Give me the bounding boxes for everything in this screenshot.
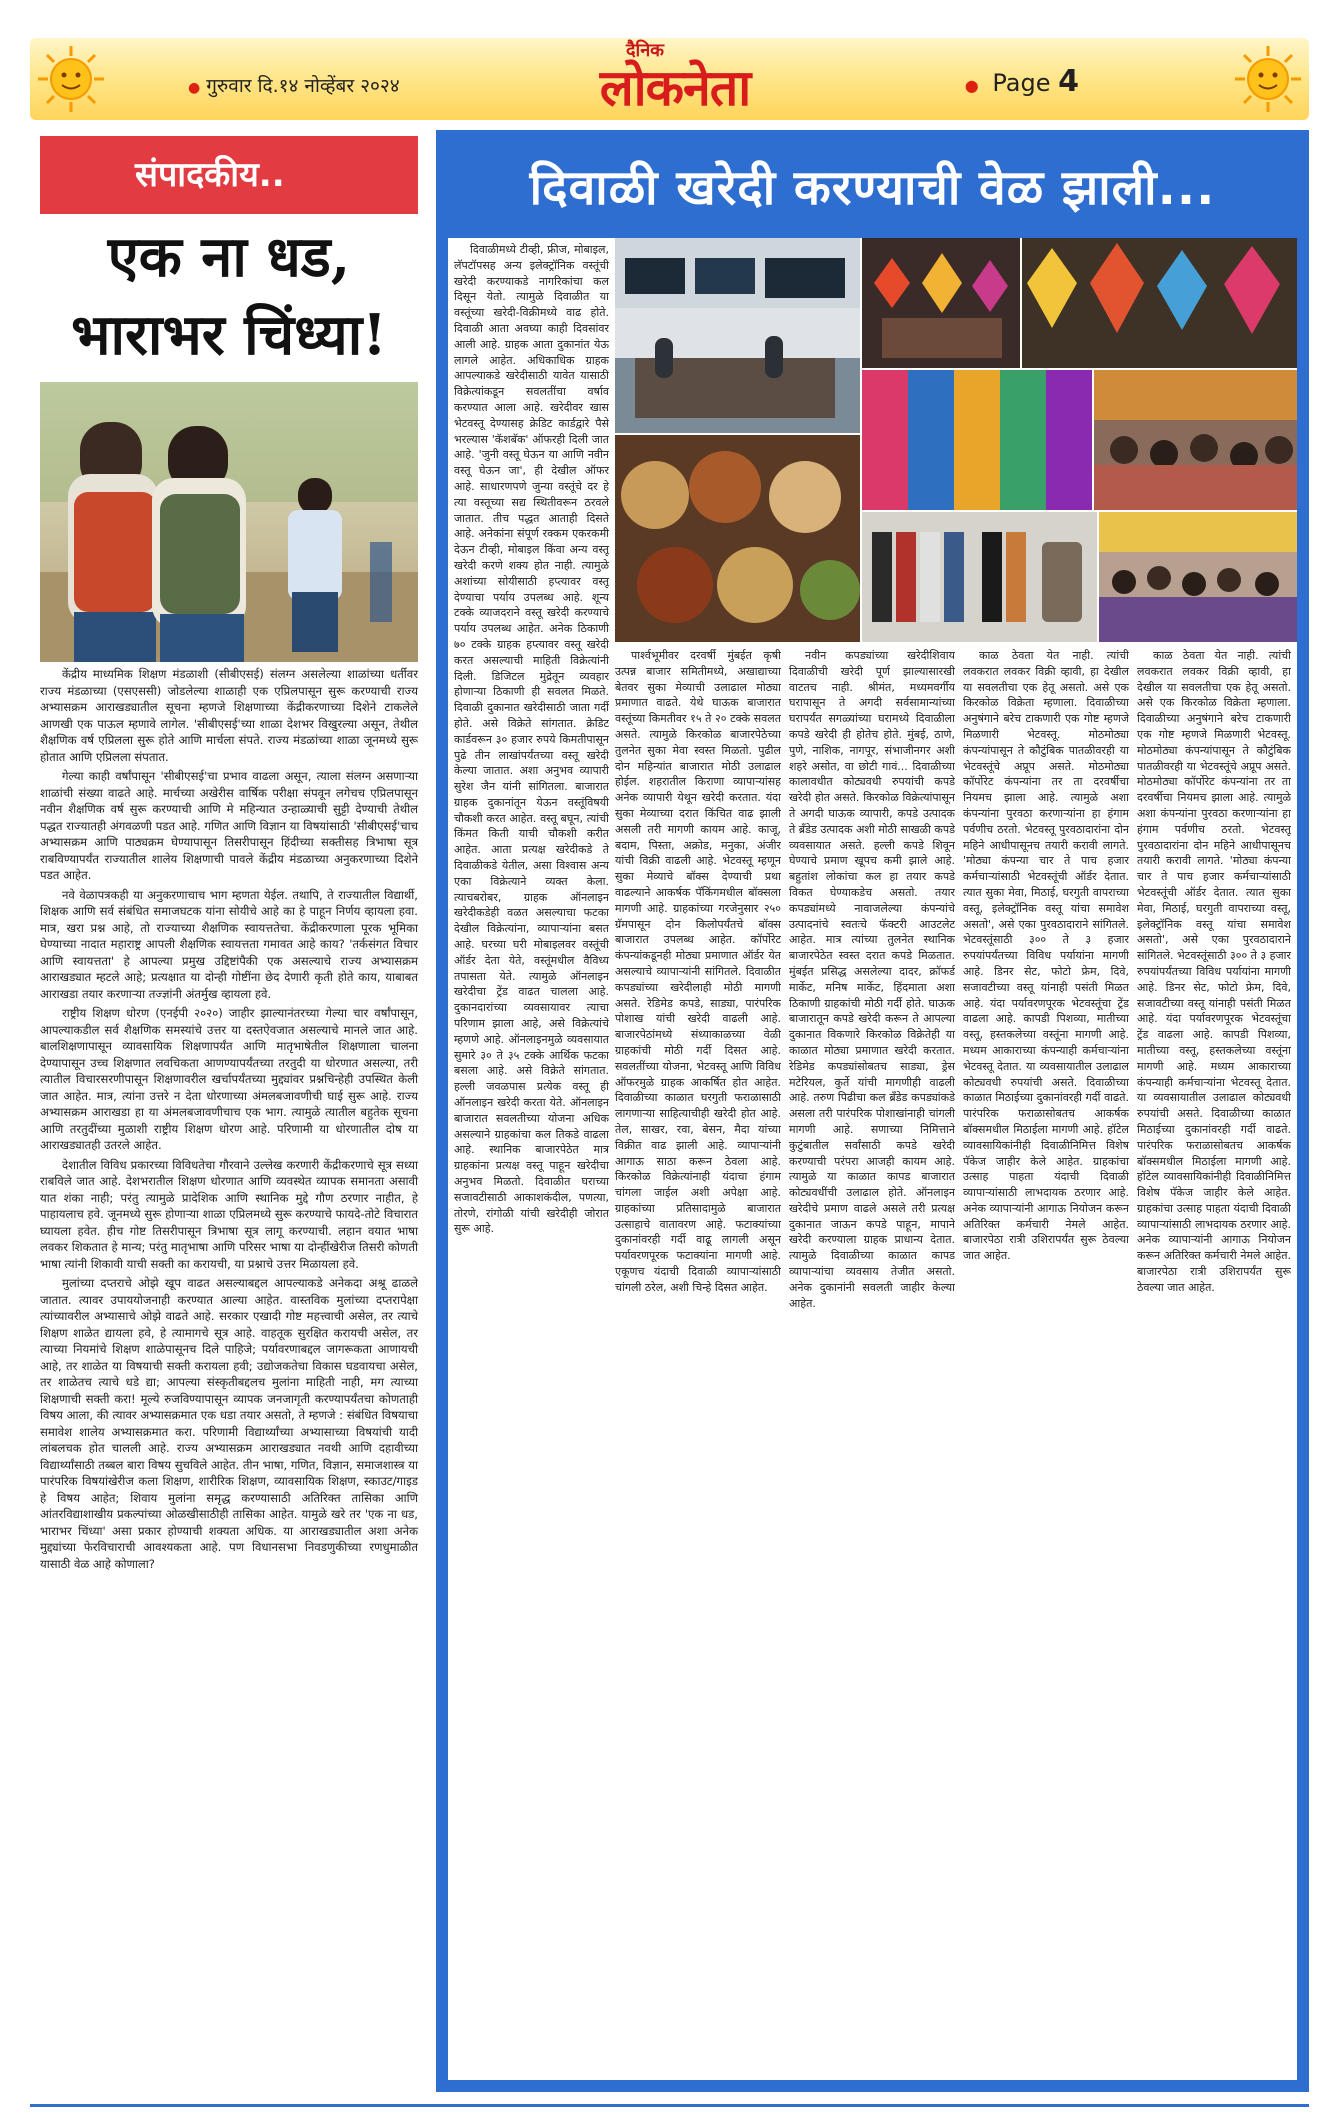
article-column [789,648,955,2072]
editorial-paragraph: केंद्रीय माध्यमिक शिक्षण मंडळाशी (सीबीएसई) संलग्न असलेल्या शाळांच्या धर्तीवर राज्य मंडळाच्या (एसएससी) जोडलेल्या शाळाही एक एप्रिलपासून सुरू करण्याची राज्य अभ्यासक्रम आराखड्यातील सूचना म्हणजे शिक्षणाच्या केंद्रीकरणाच्या दिशेने टाकलेले आणखी एक पाऊल म्हणावे लागेल. 'सीबीएसई'च्या शाळा देशभर विखुरल्या असून, तेथील शैक्षणिक वर्ष एप्रिलला सुरू होते आणि मार्चला संपते. राज्य मंडळांच्या शाळा जूनमध्ये सुरू होतात आणि एप्रिलला संपतात. [40,667,418,764]
editorial-column [40,136,418,2096]
editorial-paragraph: राष्ट्रीय शिक्षण धोरण (एनईपी २०२०) जाहीर झाल्यानंतरच्या गेल्या चार वर्षांपासून, आपल्याकडील सर्व शैक्षणिक समस्यांचे उत्तर या दस्तऐवजात असल्याचे मानले जात आहे. बालशिक्षणापासून व्यावसायिक शिक्षणापर्यंत आणि मातृभाषेतील शिक्षणाला चालना देण्यापासून उच्च शिक्षणात लवचिकता आणण्यापर्यंतच्या तरतुदी या धोरणात असल्या, तरी त्यातील विचारसरणीपासून शिक्षणावरील खर्चापर्यंतच्या मुद्द्यांवर प्रश्नचिन्हेही उपस्थित केली जात आहेत. मात्र, त्यांना उत्तरे न देता धोरणाच्या अंमलबजावणीची घाई सुरू आहे. राज्य अभ्यासक्रम आराखडा हा या अंमलबजावणीचाच एक भाग. त्यामुळे त्यातील बहुतेक सूचना आणि तरतुदींच्या मुळाशी राष्ट्रीय शिक्षण धोरण आहे. परिणामी या धोरणातील दोष या आराखड्यातही उतरले आहेत. [40,1006,418,1152]
logo-prefix: दैनिक [625,40,665,61]
page-bottom-rule [30,2104,1309,2107]
article-column [454,242,609,2072]
issue-date: ● गुरुवार दि.१४ नोव्हेंबर २०२४ [188,72,400,98]
article-text: दिवाळीमध्ये टीव्ही, फ्रीज, मोबाइल, लॅपटॉपसह अन्य इलेक्ट्रॉनिक वस्तूंची खरेदी करण्याकडे नागरिकांचा कल दिसून येतो. त्यामुळे दिवाळीत या वस्तूंच्या खरेदी-विक्रीमध्ये वाढ होते. दिवाळी आता अवघ्या काही दिवसांवर आली आहे. ग्राहक आता दुकानांत येऊ लागले आहेत. अधिकाधिक ग्राहक आपल्याकडे खरेदीसाठी यावेत यासाठी विक्रेत्यांकडून सवलतींचा वर्षाव करण्यात आला आहे. खरेदीवर खास भेटवस्तू देण्यासह क्रेडिट कार्डद्वारे पैसे भरल्यास 'कॅशबॅक' ऑफरही दिली जात आहे. 'जुनी वस्तू घेऊन या आणि नवीन वस्तू घेऊन जा', ही देखील ऑफर आहे. साधारणपणे जुन्या वस्तूंचे दर हे त्या वस्तूच्या सद्य स्थितीवरून ठरवले जातात. तीच पद्धत आताही दिसते आहे. अनेकांना संपूर्ण रक्कम एकरकमी देऊन टीव्ही, मोबाइल किंवा अन्य वस्तू खरेदी करणे शक्य होत नाही. त्यामुळे अशांच्या सोयीसाठी हप्त्यावर वस्तू देण्याचा पर्याय उपलब्ध आहे. शून्य टक्के व्याजदराने वस्तू खरेदी करण्याचे पर्याय उपलब्ध आहेत. अनेक ठिकाणी ७० टक्के ग्राहक हप्त्यावर वस्तू खरेदी करत असल्याची माहिती विक्रेत्यांनी दिली. डिजिटल मुद्रेतून व्यवहार होणाऱ्या ठिकाणी ही सवलत मिळते. दिवाळी दुकानात खरेदीसाठी जाता गर्दी होते. असे विक्रेते सांगतात. क्रेडिट कार्डवरून ३० हजार रुपये किमतीपासून पुढे तीन लाखांपर्यंतच्या वस्तू खरेदी केल्या जातात. अशा अनुभव व्यापारी सुरेश जैन यांनी सांगितला. बाजारात ग्राहक दुकानांतून येऊन वस्तूंविषयी चौकशी करत आहेत. वस्तू बघून, त्यांची किंमत किती याची चौकशी करीत आहेत. आता प्रत्यक्ष खरेदीकडे ते दिवाळीकडे येतील, असा विश्वास अन्य एका विक्रेत्याने व्यक्त केला. त्याचबरोबर, ग्राहक ऑनलाइन खरेदीकडेही वळत असल्याचा फटका देखील विक्रेत्यांना, व्यापाऱ्यांना बसत आहे. घरच्या घरी मोबाइलवर वस्तूंची ऑर्डर देता येते, वस्तूंमधील वैविध्य तपासता येते. त्यामुळे ऑनलाइन खरेदीचा ट्रेंड वाढत चालला आहे. दुकानदारांच्या व्यवसायावर त्याचा परिणाम झाला आहे, असे विक्रेत्यांचे म्हणणे आहे. ऑनलाइनमुळे व्यवसायात सुमारे ३० ते ३५ टक्के आर्थिक फटका बसला आहे. असे विक्रेते सांगतात. हल्ली जवळपास प्रत्येक वस्तू ही ऑनलाइन खरेदी करता येते. ऑनलाइन बाजारात सवलतीच्या योजना अधिक असल्याने ग्राहकांचा कल तिकडे वाढला आहे. स्थानिक बाजारपेठेत मात्र ग्राहकांना प्रत्यक्ष वस्तू पाहून खरेदीचा अनुभव मिळतो. दिवाळीत घराच्या सजावटीसाठी आकाशकंदील, पणत्या, तोरणे, रांगोळी यांची खरेदीही जोरात सुरू आहे. [454,243,609,1236]
editorial-body [40,666,418,1575]
logo-name: लोकनेता [599,59,751,117]
page-number: 4 [1058,64,1079,99]
editorial-paragraph: नवे वेळापत्रकही या अनुकरणाचाच भाग म्हणता येईल. तथापि, ते राज्यातील विद्यार्थी, शिक्षक आणि सर्व संबंधित समाजघटक यांना सोयीचे आहे का हे पाहून निर्णय व्हायला हवा. मात्र, खरा प्रश्न आहे, तो राज्याच्या शैक्षणिक स्वायत्ततेचा. केंद्रीकरणाला पूरक भूमिका घेण्याच्या नादात महाराष्ट्र आपली शैक्षणिक स्वायत्तता गमावत आहे काय? 'तर्कसंगत विचार आणि स्वायत्तता' हे आपल्या प्रमुख उद्दिष्टांपैकी एक असल्याचे राज्य अभ्यासक्रम आराखड्यात म्हटले आहे; प्रत्यक्षात या दोन्ही गोष्टींना छेद देणारी कृती होते काय, याबाबत आराखडा तयार करणाऱ्या तज्ज्ञांनी अंतर्मुख व्हायला हवे. [40,887,418,1001]
feature-body [448,238,1297,2080]
article-text: काळ ठेवता येत नाही. त्यांची लवकरात लवकर विक्री व्हावी, हा देखील या सवलतीचा एक हेतू असतो. असे एक किरकोळ विक्रेता म्हणाला. दिवाळीच्या अनुषंगाने बरेच टाकणारी एक गोष्ट म्हणजे मिळणारी भेटवस्तू. मोठमोठ्या कंपन्यांपासून ते कौटुंबिक पातळीवरही या भेटवस्तूंचे अप्रूप असते. मोठमोठ्या कॉर्पोरेट कंपन्यांना तर ता दरवर्षीचा नियमच झाला आहे. त्यामुळे अशा कंपन्यांना पुरवठा करणाऱ्यांना हा हंगाम पर्वणीच ठरतो. भेटवस्तू पुरवठादारांना दोन महिने आधीपासूनच तयारी करावी लागते. 'मोठ्या कंपन्या चार ते पाच हजार कर्मचाऱ्यांसाठी भेटवस्तूंची ऑर्डर देतात. त्यात सुका मेवा, मिठाई, घरगुती वापराच्या वस्तू, इलेक्ट्रॉनिक वस्तू यांचा समावेश असतो', असे एका पुरवठादाराने सांगितले. भेटवस्तूंसाठी ३०० ते ३ हजार रुपयांपर्यंतच्या विविध पर्यायांना मागणी आहे. डिनर सेट, फोटो फ्रेम, दिवे, सजावटीच्या वस्तू यांनाही पसंती मिळत आहे. यंदा पर्यावरणपूरक भेटवस्तूंचा ट्रेंड वाढला आहे. कापडी पिशव्या, मातीच्या वस्तू, हस्तकलेच्या वस्तूंना मागणी आहे. मध्यम आकाराच्या कंपन्याही कर्मचाऱ्यांना भेटवस्तू देतात. या व्यवसायातील उलाढाल कोट्यवधी रुपयांची असते. दिवाळीच्या काळात मिठाईच्या दुकानांवरही गर्दी वाढते. पारंपरिक फराळासोबतच आकर्षक बॉक्समधील मिठाईला मागणी आहे. हॉटेल व्यावसायिकांनीही दिवाळीनिमित्त विशेष पॅकेज जाहीर केले आहेत. ग्राहकांचा उत्साह पाहता यंदाची दिवाळी व्यापाऱ्यांसाठी लाभदायक ठरणार आहे. अनेक व्यापाऱ्यांनी आगाऊ नियोजन करून अतिरिक्त कर्मचारी नेमले आहेत. बाजारपेठा रात्री उशिरापर्यंत सुरू ठेवल्या जात आहेत. [1137,649,1291,1294]
shopping-crowd-photo [1099,512,1297,642]
article-column [615,648,781,2072]
article-text: नवीन कपड्यांच्या खरेदीशिवाय दिवाळीची खरेदी पूर्ण झाल्यासारखी वाटतच नाही. श्रीमंत, मध्यमवर्गीय घरापासून ते अगदी सर्वसामान्यांच्या घरापर्यंत सगळ्यांच्या घरामध्ये दिवाळीला कपडे खरेदी ही होतेच होते. मुंबई, ठाणे, पुणे, नाशिक, नागपूर, संभाजीनगर अशी शहरे असोत, वा छोटी गावं... दिवाळीच्या कालावधीत कोट्यवधी रुपयांची कपडे खरेदी होत असते. किरकोळ विक्रेत्यांपासून ते अगदी घाऊक व्यापारी, कपडे उत्पादक ते ब्रँडेड उत्पादक अशी मोठी साखळी कपडे व्यवसायात असते. हल्ली कपडे शिवून घेण्याचे प्रमाण खूपच कमी झाले आहे. बहुतांश लोकांचा कल हा तयार कपडे विकत घेण्याकडेच असतो. तयार कपड्यांमध्ये नावाजलेल्या कंपन्यांचे उत्पादनांचे स्वतःचे फॅक्टरी आउटलेट आहेत. मात्र त्यांच्या तुलनेत स्थानिक बाजारपेठेत स्वस्त दरात कपडे मिळतात. मुंबईत प्रसिद्ध असलेल्या दादर, क्रॉफर्ड मार्केट, मनिष मार्केट, हिंदमाता अशा ठिकाणी ग्राहकांची मोठी गर्दी होते. घाऊक बाजारातून कपडे खरेदी करून ते आपल्या दुकानात विकणारे किरकोळ विक्रेतेही या काळात मोठ्या प्रमाणात खरेदी करतात. रेडिमेड कपड्यांसोबतच साड्या, ड्रेस मटेरियल, कुर्ते यांची मागणीही वाढली आहे. तरुण पिढीचा कल ब्रँडेड कपड्यांकडे असला तरी पारंपरिक पोशाखांनाही चांगली मागणी आहे. सणाच्या निमित्ताने कुटुंबातील सर्वांसाठी कपडे खरेदी करण्याची परंपरा आजही कायम आहे. त्यामुळे या काळात कापड बाजारात कोट्यवधींची उलाढाल होते. ऑनलाइन खरेदीचे प्रमाण वाढले असले तरी प्रत्यक्ष दुकानात जाऊन कपडे पाहून, मापाने खरेदी करण्याला ग्राहक प्राधान्य देतात. त्यामुळे दिवाळीच्या काळात कापड व्यापाऱ्यांचा व्यवसाय तेजीत असतो. अनेक दुकानांनी सवलती जाहीर केल्या आहेत. [789,649,955,1310]
feature-frame [436,130,1309,2092]
headline-line: भाराभर चिंध्या! [71,302,387,368]
sun-icon [1233,44,1303,114]
editorial-paragraph: देशातील विविध प्रकारच्या विविधतेचा गौरवाने उल्लेख करणारी केंद्रीकरणाचे सूत्र सध्या राबविले जात आहे. देशभरातील शिक्षण धोरणात आणि व्यवस्थेत व्यापक समानता असावी यात शंका नाही; परंतु त्यामुळे प्रादेशिक आणि स्थानिक मुद्दे गौण ठरणार नाहीत, हे पाहायलाच हवे. जूनमध्ये सुरू होणाऱ्या शाळा एप्रिलमध्ये सुरू करण्याचे फायदे-तोटे विचारात घ्यायला हवेत. हीच गोष्ट तिसरीपासून त्रिभाषा सूत्र लागू करण्याची. लहान वयात भाषा लवकर शिकतात हे मान्य; परंतु मातृभाषा आणि परिसर भाषा या दोन्हींखेरीज तिसरी कोणती भाषा त्यांनी शिकावी याची सक्ती का करायची, या प्रश्नाचे उत्तर मिळायला हवे. [40,1157,418,1271]
newspaper-logo [555,42,795,118]
page-label: Page [992,69,1051,97]
schoolchildren-photo [40,382,418,662]
article-text: पार्श्वभूमीवर दरवर्षी मुंबईत कृषी उत्पन्न बाजार समितीमध्ये, अखाद्याच्या बेतवर सुका मेव्याची उलाढाल मोठ्या प्रमाणात वाढते. येथे घाऊक बाजारात वस्तूंच्या किमतीवर १५ ते २० टक्के सवलत असते. त्यामुळे किरकोळ बाजारपेठेच्या तुलनेत सुका मेवा स्वस्त मिळतो. पुढील दोन महिन्यांत बाजारात मोठी उलाढाल होईल. शहरातील किराणा व्यापाऱ्यांसह अनेक व्यापारी येथून खरेदी करतात. यंदा सुका मेव्याच्या दरात किंचित वाढ झाली असली तरी मागणी कायम आहे. काजू, बदाम, पिस्ता, अक्रोड, मनुका, अंजीर यांची विक्री वाढली आहे. भेटवस्तू म्हणून सुका मेव्याचे बॉक्स देण्याची प्रथा वाढल्याने आकर्षक पॅकिंगमधील बॉक्सला मागणी आहे. ग्राहकांच्या गरजेनुसार २५० ग्रॅमपासून दोन किलोपर्यंतचे बॉक्स बाजारात उपलब्ध आहेत. कॉर्पोरेट कंपन्यांकडूनही मोठ्या प्रमाणात ऑर्डर येत असल्याचे व्यापाऱ्यांनी सांगितले. दिवाळीत कपड्यांच्या खरेदीलाही मोठी मागणी असते. रेडिमेड कपडे, साड्या, पारंपरिक पोशाख यांची खरेदी वाढली आहे. बाजारपेठांमध्ये संध्याकाळच्या वेळी ग्राहकांची मोठी गर्दी दिसत आहे. सवलतींच्या योजना, भेटवस्तू आणि विविध ऑफरमुळे ग्राहक आकर्षित होत आहेत. दिवाळीच्या काळात घरगुती फराळासाठी लागणाऱ्या साहित्याचीही खरेदी होत आहे. तेल, साखर, रवा, बेसन, मैदा यांच्या विक्रीत वाढ झाली आहे. व्यापाऱ्यांनी आगाऊ साठा करून ठेवला आहे. किरकोळ विक्रेत्यांनाही यंदाचा हंगाम चांगला जाईल अशी अपेक्षा आहे. ग्राहकांच्या प्रतिसादामुळे बाजारात उत्साहाचे वातावरण आहे. फटाक्यांच्या दुकानांवरही गर्दी वाढू लागली असून पर्यावरणपूरक फटाक्यांना मागणी आहे. एकूणच यंदाची दिवाळी व्यापाऱ्यांसाठी चांगली ठरेल, अशी चिन्हे दिसत आहेत. [615,649,781,1294]
dry-fruits-photo [615,435,860,642]
market-photo-collage [615,238,1297,642]
section-label: संपादकीय.. [135,155,285,195]
feature-headline: दिवाळी खरेदी करण्याची वेळ झाली... [529,160,1216,216]
editorial-headline [40,218,418,374]
page-indicator [965,64,1079,99]
lantern-shop-photo [862,238,1020,368]
editorial-section-banner [40,136,418,214]
article-text: काळ ठेवता येत नाही. त्यांची लवकरात लवकर विक्री व्हावी, हा देखील या सवलतीचा एक हेतू असतो. असे एक किरकोळ विक्रेता म्हणाला. दिवाळीच्या अनुषंगाने बरेच टाकणारी एक गोष्ट म्हणजे मिळणारी भेटवस्तू. मोठमोठ्या कंपन्यांपासून ते कौटुंबिक पातळीवरही या भेटवस्तूंचे अप्रूप असते. मोठमोठ्या कॉर्पोरेट कंपन्यांना तर ता दरवर्षीचा नियमच झाला आहे. त्यामुळे अशा कंपन्यांना पुरवठा करणाऱ्यांना हा हंगाम पर्वणीच ठरतो. भेटवस्तू पुरवठादारांना दोन महिने आधीपासूनच तयारी करावी लागते. 'मोठ्या कंपन्या चार ते पाच हजार कर्मचाऱ्यांसाठी भेटवस्तूंची ऑर्डर देतात. त्यात सुका मेवा, मिठाई, घरगुती वापराच्या वस्तू, इलेक्ट्रॉनिक वस्तू यांचा समावेश असतो', असे एका पुरवठादाराने सांगितले. भेटवस्तूंसाठी ३०० ते ३ हजार रुपयांपर्यंतच्या विविध पर्यायांना मागणी आहे. डिनर सेट, फोटो फ्रेम, दिवे, सजावटीच्या वस्तू यांनाही पसंती मिळत आहे. यंदा पर्यावरणपूरक भेटवस्तूंचा ट्रेंड वाढला आहे. कापडी पिशव्या, मातीच्या वस्तू, हस्तकलेच्या वस्तूंना मागणी आहे. मध्यम आकाराच्या कंपन्याही कर्मचाऱ्यांना भेटवस्तू देतात. या व्यवसायातील उलाढाल कोट्यवधी रुपयांची असते. दिवाळीच्या काळात मिठाईच्या दुकानांवरही गर्दी वाढते. पारंपरिक फराळासोबतच आकर्षक बॉक्समधील मिठाईला मागणी आहे. हॉटेल व्यावसायिकांनीही दिवाळीनिमित्त विशेष पॅकेज जाहीर केले आहेत. ग्राहकांचा उत्साह पाहता यंदाची दिवाळी व्यापाऱ्यांसाठी लाभदायक ठरणार आहे. अनेक व्यापाऱ्यांनी आगाऊ नियोजन करून अतिरिक्त कर्मचारी नेमले आहेत. बाजारपेठा रात्री उशिरापर्यंत सुरू ठेवल्या जात आहेत. [963,649,1129,1263]
editorial-paragraph: गेल्या काही वर्षांपासून 'सीबीएसई'चा प्रभाव वाढला असून, त्याला संलग्न असणाऱ्या शाळांची संख्या वाढते आहे. मार्चच्या अखेरीस वार्षिक परीक्षा संपवून लगेचच एप्रिलपासून नवीन शैक्षणिक वर्ष सुरू करण्याची आणि मे महिन्यात उन्हाळ्याची सुट्टी देण्याची तेथील पद्धत राज्यातही अंगवळणी पडत आहे. गणित आणि विज्ञान या विषयांसाठी 'सीबीएसई'चाच अभ्यासक्रम आणि पाठ्यक्रम घेण्यापासून तिसरीपासून हिंदीच्या सक्तीसह त्रिभाषा सूत्र राबविण्यापर्यंत राज्यातील शालेय शिक्षणाची पावले केंद्रीय मंडळाच्या अनुकरणाच्या दिशेने पडत आहेत. [40,769,418,882]
market-crowd-photo [1094,370,1297,510]
electronics-store-photo [615,238,860,433]
editorial-paragraph: मुलांच्या दप्तराचे ओझे खूप वाढत असल्याबद्दल आपल्याकडे अनेकदा अश्रू ढाळले जातात. त्यावर उपाययोजनाही करण्यात आल्या आहेत. वास्तविक मुलांच्या दप्तरापेक्षा त्यांच्यावरील अभ्यासाचे ओझे वाढते आहे. सरकार एखादी गोष्ट महत्त्वाची असेल, तर त्याचे शिक्षण शाळेत द्यायला हवे, हे त्यामागचे सूत्र आहे. वाहतूक सुरक्षित करायची असेल, तर त्याच्या नियमांचे शिक्षण शाळेपासूनच दिले पाहिजे; पर्यावरणाबद्दल जागरूकता आणायची आहे, तर शाळेत या विषयाची सक्ती करायला हवी; उद्योजकतेचा विकास घडवायचा असेल, तर शाळेतच त्याचे धडे द्या; आपल्या संस्कृतीबद्दलच मुलांना माहिती नाही, मग त्याच्या शिक्षणाची सक्ती करा! मूल्ये रुजविण्यापासून व्यापक जनजागृती करण्यापर्यंतचा कोणताही विषय आला, की त्यावर अभ्यासक्रमात एक धडा तयार असतो, ते म्हणजे : संबंधित विषयाचा समावेश शालेय अभ्यासक्रमात करा. परिणामी विद्यार्थ्यांच्या अभ्यासाच्या विषयांची यादी लांबलचक होत चालली आहे. राज्य अभ्यासक्रम आराखड्यात नवथी आणि दहावीच्या विद्यार्थ्यांसाठी तब्बल बारा विषय सुचविले आहेत. तीन भाषा, गणित, विज्ञान, समाजशास्त्र या पारंपरिक विषयांखेरीज कला शिक्षण, शारीरिक शिक्षण, व्यावसायिक शिक्षण, स्काउट/गाइड हे विषय आहेत; शिवाय मुलांना समृद्ध करण्यासाठी अतिरिक्त तासिका आणि आंतरविद्याशाखीय प्रकल्पांच्या ओळखीसाठीही तासिका आहेत. यामुळे खरे तर 'एक ना धड, भाराभर चिंध्या' असा प्रकार होण्याची शक्यता अधिक. या आराखड्यातील अशा अनेक मुद्द्यांच्या फेरविचाराची आवश्यकता आहे. पण विधानसभा निवडणुकीच्या रणधुमाळीत यासाठी वेळ आहे कोणाला? [40,1276,418,1571]
article-column [1137,648,1291,2072]
article-column [963,648,1129,2072]
clothing-store-photo [862,512,1097,642]
headline-line: एक ना धड, [107,224,351,290]
saree-shop-photo [862,370,1092,510]
kandil-lanterns-photo [1022,238,1297,368]
masthead [30,38,1309,120]
sun-icon [36,44,106,114]
